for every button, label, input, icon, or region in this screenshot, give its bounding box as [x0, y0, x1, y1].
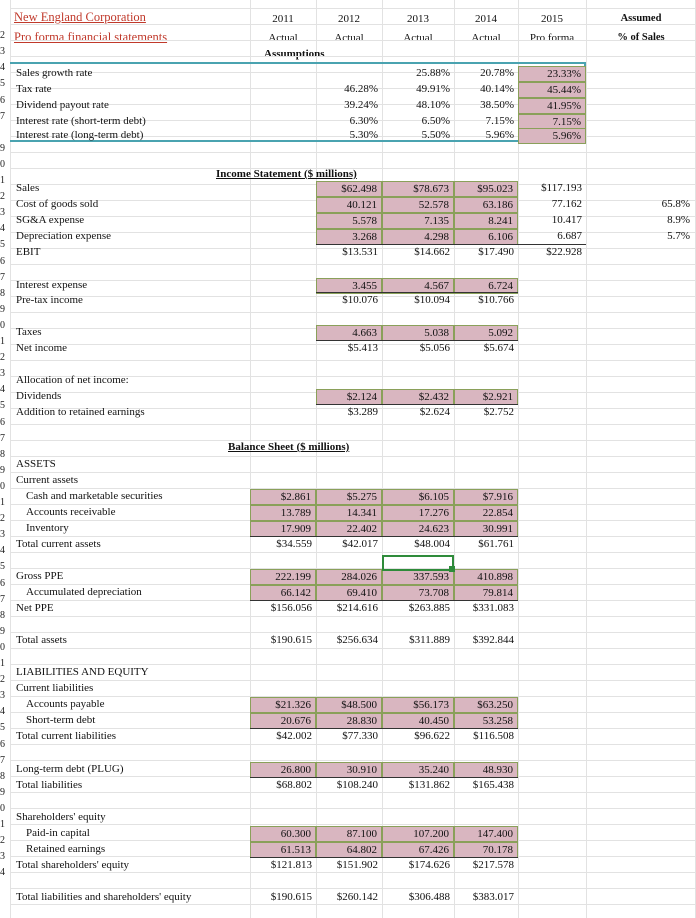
cell-cogs-2014[interactable]: 63.186: [454, 197, 518, 213]
row-label-alloc: Allocation of net income:: [16, 374, 129, 386]
cell-sales_growth-2015[interactable]: 23.33%: [518, 66, 586, 82]
cell-tcl-2014[interactable]: $116.508: [473, 730, 514, 742]
cell-cogs-2013[interactable]: 52.578: [382, 197, 454, 213]
cell-sales-2014[interactable]: $95.023: [454, 181, 518, 197]
cell-inv-2013[interactable]: 24.623: [382, 521, 454, 537]
row-number[interactable]: 9: [0, 625, 5, 637]
row-number[interactable]: 3: [0, 207, 5, 219]
corp-subtitle: Pro forma financial statements: [14, 30, 168, 44]
row-label-re: Retained earnings: [26, 843, 106, 855]
cell-pretax-2014[interactable]: $10.766: [478, 294, 514, 306]
cell-retain-2014[interactable]: $2.752: [483, 406, 514, 418]
row-number[interactable]: 2: [0, 191, 5, 203]
cell-retain-2013[interactable]: $2.624: [419, 406, 450, 418]
grid-line: [10, 8, 696, 9]
cell-ar-2012[interactable]: 14.341: [316, 505, 382, 521]
cell-tax_rate-2012[interactable]: 46.28%: [344, 83, 378, 95]
row-label-sga: SG&A expense: [16, 214, 85, 226]
cell-pretax-2012[interactable]: $10.076: [342, 294, 378, 306]
grid-line: [10, 360, 696, 361]
section-assumptions: Assumptions: [264, 48, 325, 60]
row-label-accdep: Accumulated depreciation: [26, 586, 142, 598]
total-rule: [250, 728, 518, 729]
row-label-tax_rate: Tax rate: [16, 83, 52, 95]
cell-interest-2013[interactable]: 4.567: [382, 278, 454, 294]
cell-cogs-pct[interactable]: 65.8%: [661, 198, 690, 210]
row-number[interactable]: 0: [0, 319, 5, 331]
grid-line: [10, 808, 696, 809]
cell-tl-2012[interactable]: $108.240: [336, 779, 378, 791]
cell-ebit-2014[interactable]: $17.490: [478, 246, 514, 258]
total-rule: [316, 292, 518, 293]
cell-gppe-2013[interactable]: 337.593: [382, 569, 454, 585]
cell-inv-2012[interactable]: 22.402: [316, 521, 382, 537]
cell-sales-2012[interactable]: $62.498: [316, 181, 382, 197]
cell-payout-2014[interactable]: 38.50%: [480, 99, 514, 111]
grid-line: [10, 888, 696, 889]
cell-re-2012[interactable]: 64.802: [316, 842, 382, 858]
cell-dep-2014[interactable]: 6.106: [454, 229, 518, 245]
row-number[interactable]: 1: [0, 658, 5, 669]
row-label-int_lt: Interest rate (long-term debt): [16, 129, 144, 141]
section-income: Income Statement ($ millions): [216, 168, 357, 180]
grid-line: [10, 56, 696, 57]
grid-line: [10, 152, 696, 153]
total-rule: [250, 777, 518, 778]
cell-interest-2012[interactable]: 3.455: [316, 278, 382, 294]
row-label-nppe: Net PPE: [16, 602, 54, 614]
total-rule: [250, 600, 518, 601]
year-2014: 2014: [475, 13, 497, 25]
row-number[interactable]: 6: [0, 577, 5, 589]
row-number[interactable]: 6: [0, 416, 5, 428]
row-label-retain: Addition to retained earnings: [16, 406, 145, 418]
fill-handle[interactable]: [449, 566, 455, 572]
row-number[interactable]: 6: [0, 738, 5, 750]
cell-accdep-2011[interactable]: 66.142: [250, 585, 316, 601]
type-2013: Actual: [403, 32, 433, 44]
cell-int_st-2012[interactable]: 6.30%: [349, 115, 378, 127]
cell-payout-2012[interactable]: 39.24%: [344, 99, 378, 111]
cell-ap-2013[interactable]: $56.173: [382, 697, 454, 713]
row-number[interactable]: 7: [0, 432, 5, 444]
grid-line: [10, 264, 696, 265]
row-number[interactable]: 7: [0, 754, 5, 766]
row-label-inv: Inventory: [26, 522, 69, 534]
grid-line: [586, 0, 587, 918]
row-number[interactable]: 5: [0, 78, 5, 90]
row-number[interactable]: 6: [0, 94, 5, 106]
cell-std-2011[interactable]: 20.676: [250, 713, 316, 729]
row-number[interactable]: 0: [0, 158, 5, 170]
cell-ltd-2013[interactable]: 35.240: [382, 762, 454, 778]
total-rule: [316, 404, 518, 405]
cell-divs-2012[interactable]: $2.124: [316, 389, 382, 405]
grid-line: [10, 72, 696, 73]
row-number[interactable]: 5: [0, 239, 5, 251]
cell-ar-2011[interactable]: 13.789: [250, 505, 316, 521]
section-balance: Balance Sheet ($ millions): [228, 441, 350, 453]
row-label-std: Short-term debt: [26, 714, 96, 726]
cell-tax_rate-2013[interactable]: 49.91%: [416, 83, 450, 95]
year-2013: 2013: [407, 13, 429, 25]
row-label-payout: Dividend payout rate: [16, 99, 109, 111]
type-2015: Pro forma: [529, 32, 575, 44]
cell-tse-2012[interactable]: $151.902: [336, 859, 378, 871]
type-2014: Actual: [471, 32, 501, 44]
cell-sales-2013[interactable]: $78.673: [382, 181, 454, 197]
row-label-gppe: Gross PPE: [16, 570, 64, 582]
cell-tca-2011[interactable]: $34.559: [276, 538, 312, 550]
year-2012: 2012: [338, 13, 360, 25]
cell-sga-2015[interactable]: 10.417: [551, 214, 582, 226]
cell-ltd-2012[interactable]: 30.910: [316, 762, 382, 778]
row-number[interactable]: 5: [0, 400, 5, 412]
row-number[interactable]: 1: [0, 336, 5, 347]
cell-nppe-2013[interactable]: $263.885: [408, 602, 450, 614]
row-label-divs: Dividends: [16, 390, 62, 402]
cell-tl-2011[interactable]: $68.802: [276, 779, 312, 791]
cell-ar-2013[interactable]: 17.276: [382, 505, 454, 521]
row-number[interactable]: 7: [0, 110, 5, 122]
cell-tcl-2012[interactable]: $77.330: [342, 730, 378, 742]
cell-sga-pct[interactable]: 8.9%: [667, 214, 690, 226]
cell-ebit-2013[interactable]: $14.662: [414, 246, 450, 258]
cell-ebit-2012[interactable]: $13.531: [342, 246, 378, 258]
cell-std-2012[interactable]: 28.830: [316, 713, 382, 729]
row-label-pic: Paid-in capital: [26, 827, 90, 839]
cell-int_st-2015[interactable]: 7.15%: [518, 114, 586, 130]
cell-tse-2011[interactable]: $121.813: [270, 859, 312, 871]
cell-ap-2011[interactable]: $21.326: [250, 697, 316, 713]
row-number[interactable]: 5: [0, 722, 5, 734]
cell-gppe-2012[interactable]: 284.026: [316, 569, 382, 585]
row-label-interest: Interest expense: [16, 279, 88, 291]
grid-line: [10, 472, 696, 473]
cell-tl-2014[interactable]: $165.438: [472, 779, 514, 791]
row-label-tl: Total liabilities: [16, 779, 83, 791]
row-label-cash: Cash and marketable securities: [26, 490, 163, 502]
row-number[interactable]: 4: [0, 62, 5, 74]
assumed-header: Assumed: [620, 13, 662, 24]
cell-std-2014[interactable]: 53.258: [454, 713, 518, 729]
pct-sales-header: % of Sales: [617, 32, 665, 43]
grid-line: [10, 680, 696, 681]
row-number[interactable]: 5: [0, 561, 5, 573]
cell-cash-2011[interactable]: $2.861: [250, 489, 316, 505]
cell-re-2013[interactable]: 67.426: [382, 842, 454, 858]
row-number[interactable]: 3: [0, 690, 5, 702]
grid-line: [10, 824, 696, 825]
row-label-cur_liab: Current liabilities: [16, 682, 94, 694]
grid-line: [10, 760, 696, 761]
row-number[interactable]: 4: [0, 867, 5, 879]
total-rule: [250, 857, 518, 858]
cell-tl-2013[interactable]: $131.862: [408, 779, 450, 791]
row-label-ltd: Long-term debt (PLUG): [16, 763, 124, 775]
row-label-se: Shareholders' equity: [16, 811, 106, 823]
cell-pic-2014[interactable]: 147.400: [454, 826, 518, 842]
row-label-sales_growth: Sales growth rate: [16, 67, 93, 79]
grid-line: [10, 424, 696, 425]
cell-inv-2011[interactable]: 17.909: [250, 521, 316, 537]
row-number[interactable]: 6: [0, 255, 5, 267]
cell-std-2013[interactable]: 40.450: [382, 713, 454, 729]
selected-cell[interactable]: [382, 555, 454, 571]
row-number[interactable]: 1: [0, 175, 5, 186]
row-number[interactable]: 3: [0, 529, 5, 541]
cell-dep-2013[interactable]: 4.298: [382, 229, 454, 245]
cell-int_lt-2015[interactable]: 5.96%: [518, 128, 586, 144]
cell-ebit-2015[interactable]: $22.928: [546, 246, 582, 258]
cell-ap-2012[interactable]: $48.500: [316, 697, 382, 713]
cell-inv-2014[interactable]: 30.991: [454, 521, 518, 537]
row-number[interactable]: 2: [0, 674, 5, 686]
cell-ltd-2011[interactable]: 26.800: [250, 762, 316, 778]
cell-re-2011[interactable]: 61.513: [250, 842, 316, 858]
cell-netinc-2013[interactable]: $5.056: [419, 342, 450, 354]
cell-cogs-2012[interactable]: 40.121: [316, 197, 382, 213]
cell-int_lt-2013[interactable]: 5.50%: [421, 129, 450, 141]
row-number[interactable]: 9: [0, 142, 5, 154]
cell-re-2014[interactable]: 70.178: [454, 842, 518, 858]
cell-interest-2014[interactable]: 6.724: [454, 278, 518, 294]
cell-tle-2011[interactable]: $190.615: [270, 891, 312, 903]
row-label-tcl: Total current liabilities: [16, 730, 117, 742]
row-number[interactable]: 2: [0, 352, 5, 364]
row-label-cur_assets: Current assets: [16, 474, 79, 486]
year-2011: 2011: [272, 13, 294, 25]
row-number[interactable]: 3: [0, 46, 5, 58]
cell-cash-2012[interactable]: $5.275: [316, 489, 382, 505]
cell-pic-2013[interactable]: 107.200: [382, 826, 454, 842]
cell-divs-2014[interactable]: $2.921: [454, 389, 518, 405]
cell-sga-2013[interactable]: 7.135: [382, 213, 454, 229]
cell-tcl-2013[interactable]: $96.622: [414, 730, 450, 742]
grid-line: [10, 40, 696, 41]
cell-netinc-2014[interactable]: $5.674: [483, 342, 514, 354]
grid-line: [10, 24, 696, 25]
cell-int_st-2014[interactable]: 7.15%: [485, 115, 514, 127]
corp-title: New England Corporation: [14, 10, 146, 24]
row-number[interactable]: 9: [0, 464, 5, 476]
cell-tle-2014[interactable]: $383.017: [472, 891, 514, 903]
row-label-ebit: EBIT: [16, 246, 41, 258]
year-2015: 2015: [541, 13, 563, 25]
grid-line: [10, 312, 696, 313]
type-2012: Actual: [334, 32, 364, 44]
cell-sga-2012[interactable]: 5.578: [316, 213, 382, 229]
row-label-pretax: Pre-tax income: [16, 294, 83, 306]
cell-accdep-2012[interactable]: 69.410: [316, 585, 382, 601]
cell-dep-2012[interactable]: 3.268: [316, 229, 382, 245]
row-number[interactable]: 8: [0, 287, 5, 299]
cell-tax_rate-2015[interactable]: 45.44%: [518, 82, 586, 98]
cell-pic-2012[interactable]: 87.100: [316, 826, 382, 842]
cell-retain-2012[interactable]: $3.289: [347, 406, 378, 418]
row-label-int_st: Interest rate (short-term debt): [16, 115, 146, 127]
total-rule: [316, 340, 518, 341]
cell-pic-2011[interactable]: 60.300: [250, 826, 316, 842]
cell-ta-2011[interactable]: $190.615: [270, 634, 312, 646]
row-label-tse: Total shareholders' equity: [16, 859, 130, 871]
cell-tcl-2011[interactable]: $42.002: [276, 730, 312, 742]
row-label-netinc: Net income: [16, 342, 68, 354]
row-number[interactable]: 4: [0, 545, 5, 557]
cell-cash-2014[interactable]: $7.916: [454, 489, 518, 505]
row-number[interactable]: 0: [0, 641, 5, 653]
grid-line: [10, 456, 696, 457]
row-number[interactable]: 2: [0, 835, 5, 847]
cell-ap-2014[interactable]: $63.250: [454, 697, 518, 713]
cell-dep-2015[interactable]: 6.687: [557, 230, 582, 242]
cell-cash-2013[interactable]: $6.105: [382, 489, 454, 505]
row-number[interactable]: 1: [0, 819, 5, 830]
cell-ta-2013[interactable]: $311.889: [409, 634, 450, 646]
cell-pretax-2013[interactable]: $10.094: [414, 294, 450, 306]
cell-netinc-2012[interactable]: $5.413: [347, 342, 378, 354]
row-label-tca: Total current assets: [16, 538, 101, 550]
cell-tax_rate-2014[interactable]: 40.14%: [480, 83, 514, 95]
cell-taxes-2012[interactable]: 4.663: [316, 325, 382, 341]
row-number[interactable]: 3: [0, 368, 5, 380]
row-number[interactable]: 9: [0, 786, 5, 798]
cell-payout-2015[interactable]: 41.95%: [518, 98, 586, 114]
cell-ta-2012[interactable]: $256.634: [336, 634, 378, 646]
cell-payout-2013[interactable]: 48.10%: [416, 99, 450, 111]
row-number[interactable]: 2: [0, 30, 5, 42]
total-rule: [250, 536, 518, 537]
row-number[interactable]: 0: [0, 802, 5, 814]
cell-tse-2013[interactable]: $174.626: [408, 859, 450, 871]
cell-ltd-2014[interactable]: 48.930: [454, 762, 518, 778]
row-number[interactable]: 8: [0, 609, 5, 621]
row-label-taxes: Taxes: [16, 326, 42, 338]
cell-int_lt-2012[interactable]: 5.30%: [349, 129, 378, 141]
row-number[interactable]: 8: [0, 770, 5, 782]
row-number[interactable]: 0: [0, 480, 5, 492]
cell-nppe-2011[interactable]: $156.056: [270, 602, 312, 614]
cell-nppe-2012[interactable]: $214.616: [336, 602, 378, 614]
cell-int_st-2013[interactable]: 6.50%: [421, 115, 450, 127]
cell-nppe-2014[interactable]: $331.083: [472, 602, 514, 614]
row-number[interactable]: 3: [0, 851, 5, 863]
total-rule: [316, 244, 586, 245]
row-label-ar: Accounts receivable: [26, 506, 116, 518]
row-number[interactable]: 4: [0, 223, 5, 235]
cell-taxes-2014[interactable]: 5.092: [454, 325, 518, 341]
row-label-dep: Depreciation expense: [16, 230, 111, 242]
cell-ta-2014[interactable]: $392.844: [472, 634, 514, 646]
type-2011: Actual: [268, 32, 298, 44]
row-label-ap: Accounts payable: [26, 698, 105, 710]
cell-tca-2014[interactable]: $61.761: [478, 538, 514, 550]
cell-tse-2014[interactable]: $217.578: [472, 859, 514, 871]
cell-tca-2012[interactable]: $42.017: [342, 538, 378, 550]
cell-accdep-2014[interactable]: 79.814: [454, 585, 518, 601]
cell-taxes-2013[interactable]: 5.038: [382, 325, 454, 341]
cell-tca-2013[interactable]: $48.004: [414, 538, 450, 550]
cell-tle-2012[interactable]: $260.142: [336, 891, 378, 903]
cell-gppe-2011[interactable]: 222.199: [250, 569, 316, 585]
row-label-liab: LIABILITIES AND EQUITY: [16, 666, 149, 678]
row-number[interactable]: 9: [0, 303, 5, 315]
cell-sales_growth-2014[interactable]: 20.78%: [480, 67, 514, 79]
cell-cogs-2015[interactable]: 77.162: [551, 198, 582, 210]
cell-ar-2014[interactable]: 22.854: [454, 505, 518, 521]
row-number[interactable]: 7: [0, 271, 5, 283]
cell-int_lt-2014[interactable]: 5.96%: [485, 129, 514, 141]
row-number[interactable]: 7: [0, 593, 5, 605]
row-label-tle: Total liabilities and shareholders' equity: [16, 891, 192, 903]
row-number[interactable]: 4: [0, 384, 5, 396]
row-number[interactable]: 4: [0, 706, 5, 718]
cell-sales-2015[interactable]: $117.193: [541, 182, 582, 194]
cell-sga-2014[interactable]: 8.241: [454, 213, 518, 229]
grid-line: [10, 440, 696, 441]
row-label-sales: Sales: [16, 182, 40, 194]
row-label-ta: Total assets: [16, 634, 67, 646]
cell-sales_growth-2013[interactable]: 25.88%: [416, 67, 450, 79]
row-number[interactable]: 2: [0, 513, 5, 525]
row-label-cogs: Cost of goods sold: [16, 198, 99, 210]
row-number[interactable]: 1: [0, 497, 5, 508]
row-number[interactable]: 8: [0, 448, 5, 460]
cell-divs-2013[interactable]: $2.432: [382, 389, 454, 405]
cell-tle-2013[interactable]: $306.488: [408, 891, 450, 903]
row-label-assets: ASSETS: [16, 458, 56, 470]
cell-dep-pct[interactable]: 5.7%: [667, 230, 690, 242]
cell-accdep-2013[interactable]: 73.708: [382, 585, 454, 601]
cell-gppe-2014[interactable]: 410.898: [454, 569, 518, 585]
